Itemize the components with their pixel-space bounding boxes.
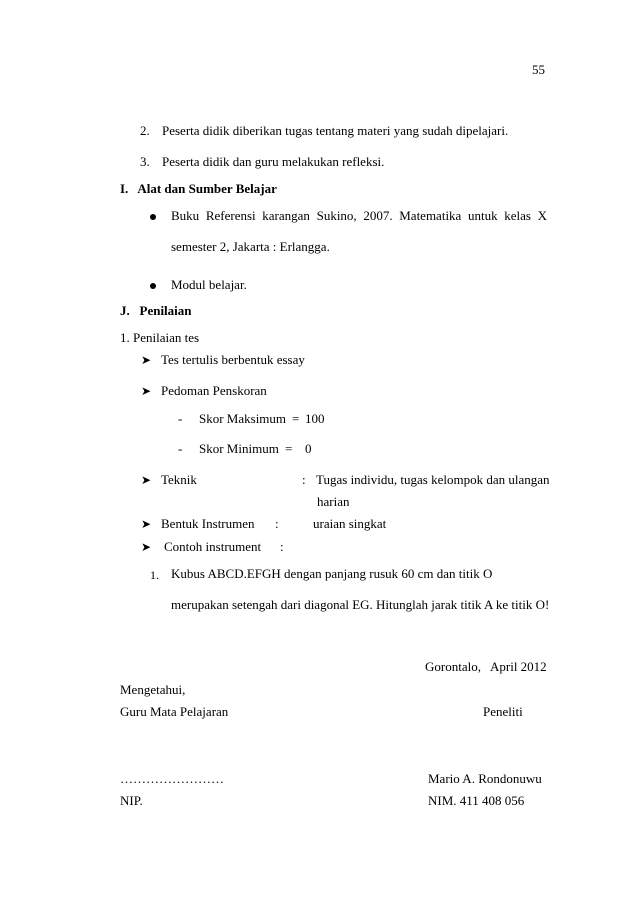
question-text: Kubus ABCD.EFGH dengan panjang rusuk 60 cm dan titik O bbox=[171, 566, 493, 581]
step-number: 2. bbox=[140, 123, 150, 138]
list-item-text: Modul belajar. bbox=[171, 277, 247, 292]
step-number: 3. bbox=[140, 154, 150, 169]
section-heading: J. Penilaian bbox=[120, 303, 192, 318]
teacher-signature-line: …………………… bbox=[120, 771, 224, 786]
score-label: Skor Maksimum bbox=[199, 411, 287, 426]
question-number: 1. bbox=[150, 568, 159, 582]
teacher-title: Guru Mata Pelajaran bbox=[120, 704, 229, 719]
researcher-name: Mario A. Rondonuwu bbox=[428, 771, 542, 786]
arrow-bullet-icon: ➤ bbox=[141, 353, 152, 367]
field-label: Contoh instrument bbox=[164, 539, 262, 554]
researcher-nim: NIM. 411 408 056 bbox=[428, 793, 525, 808]
field-value: uraian singkat bbox=[313, 516, 387, 531]
score-equals: = bbox=[285, 441, 293, 456]
bullet-icon bbox=[150, 283, 156, 289]
list-item-text: Pedoman Penskoran bbox=[161, 383, 267, 398]
place-date: Gorontalo, April 2012 bbox=[425, 659, 547, 674]
bullet-icon bbox=[150, 214, 156, 220]
arrow-bullet-icon: ➤ bbox=[141, 540, 152, 554]
field-colon: : bbox=[302, 472, 306, 487]
score-value: 0 bbox=[305, 441, 312, 456]
score-equals: = bbox=[292, 411, 300, 426]
arrow-bullet-icon: ➤ bbox=[141, 384, 152, 398]
field-value: Tugas individu, tugas kelompok dan ulangan bbox=[316, 472, 550, 487]
score-label: Skor Minimum bbox=[199, 441, 279, 456]
step-text: Peserta didik diberikan tugas tentang materi yang sudah dipelajari. bbox=[162, 123, 509, 138]
page-number: 55 bbox=[532, 62, 545, 77]
arrow-bullet-icon: ➤ bbox=[141, 517, 152, 531]
list-item-text: Tes tertulis berbentuk essay bbox=[161, 352, 305, 367]
list-item-text: Buku Referensi karangan Sukino, 2007. Matematika untuk kelas X bbox=[171, 208, 547, 223]
field-colon: : bbox=[275, 516, 279, 531]
researcher-title: Peneliti bbox=[483, 704, 523, 719]
field-label: Teknik bbox=[161, 472, 197, 487]
score-dash: - bbox=[178, 411, 183, 426]
score-value: 100 bbox=[305, 411, 325, 426]
mengetahui-label: Mengetahui, bbox=[120, 682, 186, 697]
section-heading: I. Alat dan Sumber Belajar bbox=[120, 181, 277, 196]
step-text: Peserta didik dan guru melakukan refleksi. bbox=[162, 154, 385, 169]
list-item-text: semester 2, Jakarta : Erlangga. bbox=[171, 239, 330, 254]
field-value-continued: harian bbox=[317, 494, 350, 509]
subsection-title: 1. Penilaian tes bbox=[120, 330, 200, 345]
question-text: merupakan setengah dari diagonal EG. Hitunglah jarak titik A ke titik O! bbox=[171, 597, 550, 612]
field-colon: : bbox=[280, 539, 284, 554]
score-dash: - bbox=[178, 441, 183, 456]
arrow-bullet-icon: ➤ bbox=[141, 473, 152, 487]
teacher-nip: NIP. bbox=[120, 793, 143, 808]
field-label: Bentuk Instrumen bbox=[161, 516, 255, 531]
